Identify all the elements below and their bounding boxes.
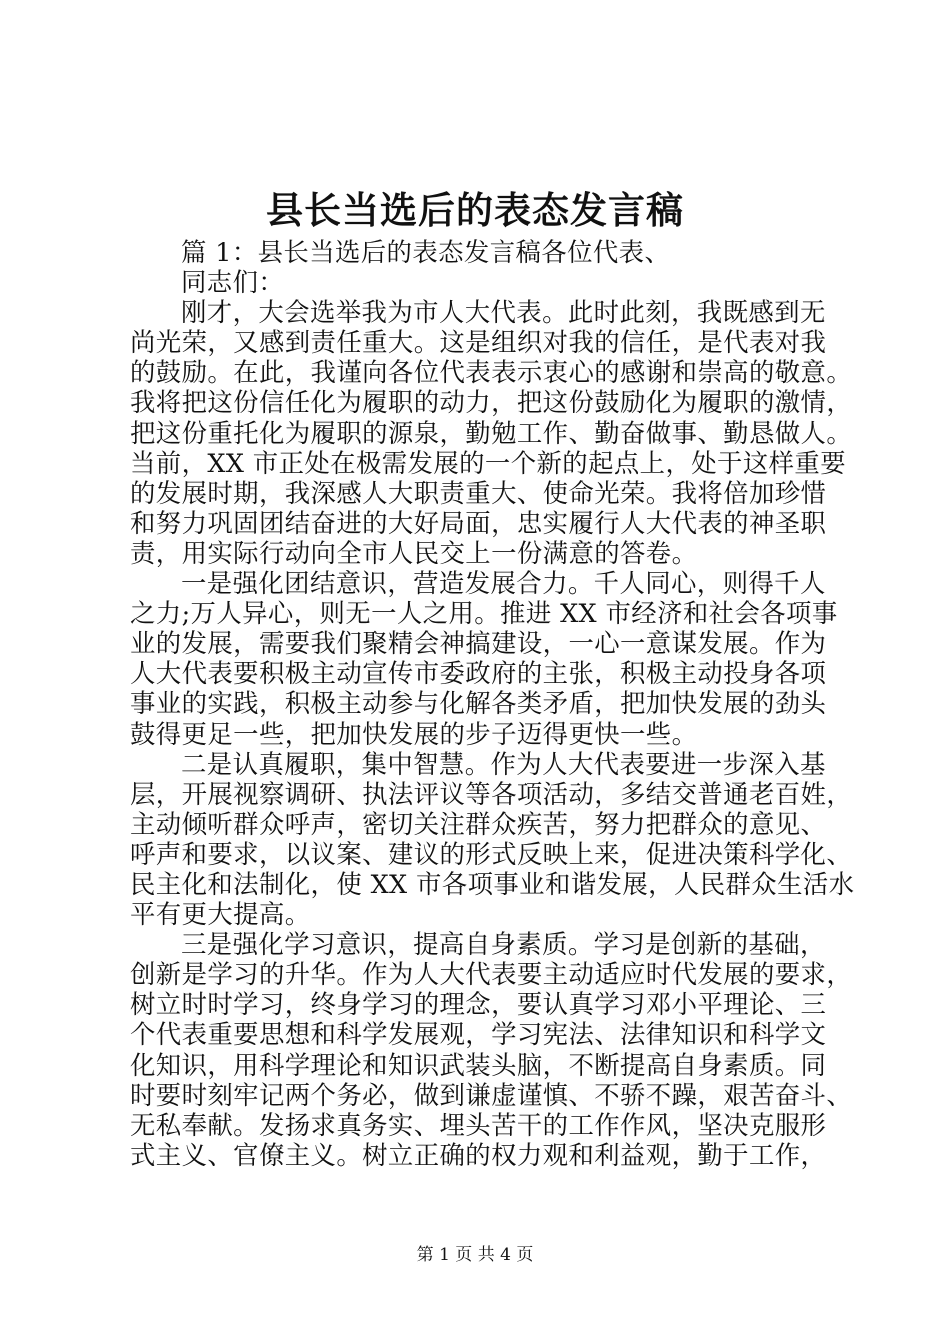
text-line: 个代表重要思想和科学发展观，学习宪法、法律知识和科学文 — [130, 1019, 827, 1050]
page-title: 县长当选后的表态发言稿 — [266, 188, 684, 232]
text-line: 式主义、官僚主义。树立正确的权力观和利益观，勤于工作， — [130, 1139, 827, 1170]
text-line: 创新是学习的升华。作为人大代表要主动适应时代发展的要求， — [130, 959, 853, 990]
text-line: 三是强化学习意识，提高自身素质。学习是创新的基础， — [181, 929, 826, 960]
text-line: 之力;万人异心，则无一人之用。推进 XX 市经济和社会各项事 — [130, 598, 838, 629]
text-line: 一是强化团结意识，营造发展合力。千人同心，则得千人 — [181, 568, 826, 599]
text-line: 把这份重托化为履职的源泉，勤勉工作、勤奋做事、勤恳做人。 — [130, 417, 853, 448]
text-line: 我将把这份信任化为履职的动力，把这份鼓励化为履职的激情， — [130, 387, 853, 418]
document-body — [130, 237, 855, 1170]
text-line: 和努力巩固团结奋进的大好局面，忠实履行人大代表的神圣职 — [130, 507, 827, 538]
text-line: 民主化和法制化，使 XX 市各项事业和谐发展，人民群众生活水 — [130, 868, 855, 899]
text-line: 同志们： — [181, 267, 285, 298]
page-footer: 第 1 页 共 4 页 — [416, 1245, 534, 1265]
text-line: 树立时时学习，终身学习的理念，要认真学习邓小平理论、三 — [130, 989, 827, 1020]
text-line: 平有更大提高。 — [130, 899, 311, 930]
text-line: 层，开展视察调研、执法评议等各项活动，多结交普通老百姓， — [130, 778, 853, 809]
text-line: 的发展时期，我深感人大职责重大、使命光荣。我将倍加珍惜 — [130, 477, 827, 508]
text-line: 尚光荣，又感到责任重大。这是组织对我的信任，是代表对我 — [130, 327, 827, 358]
text-line: 主动倾听群众呼声，密切关注群众疾苦，努力把群众的意见、 — [130, 808, 827, 839]
text-line: 篇 1：县长当选后的表态发言稿各位代表、 — [181, 237, 671, 267]
text-line: 刚才，大会选举我为市人大代表。此时此刻，我既感到无 — [181, 297, 826, 328]
text-line: 的鼓励。在此，我谨向各位代表表示衷心的感谢和崇高的敬意。 — [130, 357, 853, 388]
text-line: 责，用实际行动向全市人民交上一份满意的答卷。 — [130, 537, 698, 568]
text-line: 鼓得更足一些，把加快发展的步子迈得更快一些。 — [130, 718, 698, 749]
text-line: 二是认真履职，集中智慧。作为人大代表要进一步深入基 — [181, 748, 826, 779]
text-line: 无私奉献。发扬求真务实、埋头苦干的工作作风，坚决克服形 — [130, 1109, 827, 1140]
text-line: 呼声和要求，以议案、建议的形式反映上来，促进决策科学化、 — [130, 838, 853, 869]
text-line: 人大代表要积极主动宣传市委政府的主张，积极主动投身各项 — [130, 658, 827, 689]
text-line: 时要时刻牢记两个务必，做到谦虚谨慎、不骄不躁，艰苦奋斗、 — [130, 1079, 853, 1110]
text-line: 业的发展，需要我们聚精会神搞建设，一心一意谋发展。作为 — [130, 628, 827, 659]
text-line: 事业的实践，积极主动参与化解各类矛盾，把加快发展的劲头 — [130, 688, 827, 719]
text-line: 当前，XX 市正处在极需发展的一个新的起点上，处于这样重要 — [130, 447, 846, 478]
text-line: 化知识，用科学理论和知识武装头脑，不断提高自身素质。同 — [130, 1049, 827, 1080]
